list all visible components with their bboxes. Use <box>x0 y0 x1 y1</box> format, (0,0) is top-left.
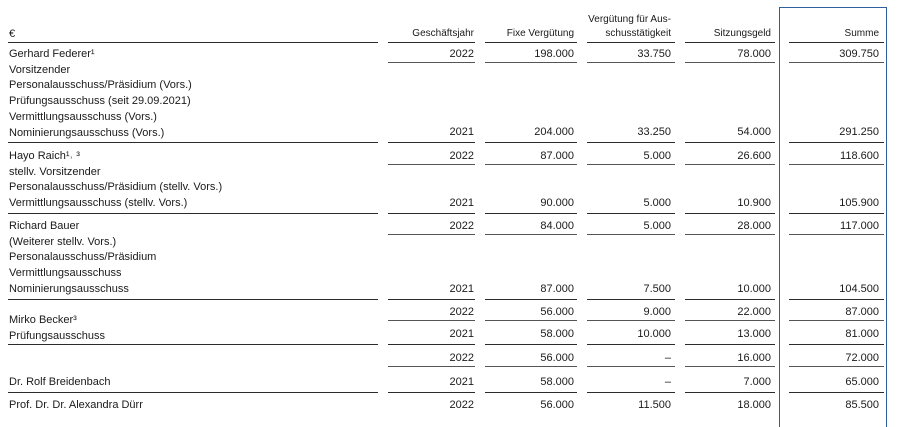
year-cell: 2021 <box>449 376 474 388</box>
rule-line <box>587 142 675 143</box>
header-year: Geschäftsjahr <box>412 28 474 39</box>
year-cell: 2021 <box>449 197 474 209</box>
fixed-cell: 198.000 <box>534 48 574 60</box>
session-cell: 18.000 <box>737 399 771 411</box>
rule-line <box>789 234 884 235</box>
session-cell: 26.600 <box>737 150 771 162</box>
rule-line <box>8 392 378 393</box>
year-cell: 2022 <box>449 220 474 232</box>
rule-line <box>8 42 378 43</box>
rule-line <box>485 142 577 143</box>
rule-line <box>685 344 775 345</box>
fixed-cell: 87.000 <box>540 150 574 162</box>
session-cell: 10.000 <box>737 283 771 295</box>
rule-line <box>587 42 675 43</box>
rule-line <box>789 164 884 165</box>
rule-line <box>485 42 577 43</box>
year-cell: 2022 <box>449 352 474 364</box>
rule-line <box>388 366 475 367</box>
rule-line <box>388 164 475 165</box>
rule-line <box>789 366 884 367</box>
member-role: Vermittlungsausschuss (Vors.) <box>9 110 157 123</box>
rule-line <box>587 164 675 165</box>
member-role: Prüfungsausschuss (seit 29.09.2021) <box>9 95 191 108</box>
session-cell: 13.000 <box>737 328 771 340</box>
committee-cell: – <box>664 376 671 388</box>
header-fixed: Fixe Vergütung <box>506 28 574 39</box>
rule-line <box>789 62 884 63</box>
rule-line <box>587 320 675 321</box>
rule-line <box>388 299 475 300</box>
header-total: Summe <box>844 28 879 39</box>
committee-cell: 7.500 <box>643 283 671 295</box>
committee-cell: 33.250 <box>637 126 671 138</box>
year-cell: 2022 <box>449 399 474 411</box>
rule-line <box>485 366 577 367</box>
rule-line <box>685 62 775 63</box>
fixed-cell: 56.000 <box>540 352 574 364</box>
year-cell: 2021 <box>449 126 474 138</box>
rule-line <box>485 164 577 165</box>
session-cell: 78.000 <box>737 48 771 60</box>
rule-line <box>685 164 775 165</box>
rule-line <box>789 320 884 321</box>
rule-line <box>789 142 884 143</box>
total-cell: 104.500 <box>839 283 879 295</box>
rule-line <box>685 366 775 367</box>
rule-line <box>388 62 475 63</box>
currency-label: € <box>9 28 16 40</box>
member-name: Dr. Rolf Breidenbach <box>9 376 111 388</box>
rule-line <box>485 62 577 63</box>
year-cell: 2021 <box>449 283 474 295</box>
rule-line <box>685 320 775 321</box>
fixed-cell: 58.000 <box>540 328 574 340</box>
rule-line <box>388 42 475 43</box>
rule-line <box>685 234 775 235</box>
rule-line <box>789 42 884 43</box>
member-role: Prüfungsausschuss <box>9 329 105 342</box>
rule-line <box>388 344 475 345</box>
rule-line <box>8 344 378 345</box>
committee-cell: – <box>664 352 671 364</box>
committee-cell: 9.000 <box>643 306 671 318</box>
rule-line <box>587 213 675 214</box>
fixed-cell: 204.000 <box>534 126 574 138</box>
rule-line <box>587 392 675 393</box>
committee-cell: 33.750 <box>637 48 671 60</box>
rule-line <box>685 213 775 214</box>
session-cell: 7.000 <box>743 376 771 388</box>
header-committee-line2: schusstätigkeit <box>605 28 671 39</box>
total-cell: 309.750 <box>839 48 879 60</box>
rule-line <box>388 234 475 235</box>
fixed-cell: 56.000 <box>540 306 574 318</box>
member-role: Personalausschuss/Präsidium (stellv. Vors.) <box>9 181 223 194</box>
committee-cell: 5.000 <box>643 150 671 162</box>
rule-line <box>8 213 378 214</box>
rule-line <box>685 142 775 143</box>
member-role: Vorsitzender <box>9 63 71 76</box>
rule-line <box>789 299 884 300</box>
session-cell: 10.900 <box>737 197 771 209</box>
member-role: (Weiterer stellv. Vors.) <box>9 235 117 248</box>
member-role: stellv. Vorsitzender <box>9 165 101 178</box>
total-cell: 81.000 <box>845 328 879 340</box>
member-role: Nominierungsausschuss <box>9 282 129 295</box>
year-cell: 2022 <box>449 150 474 162</box>
total-cell: 117.000 <box>840 220 879 232</box>
member-name: Gerhard Federer¹ <box>9 48 95 60</box>
rule-line <box>485 299 577 300</box>
total-cell: 118.600 <box>840 150 879 162</box>
total-cell: 105.900 <box>839 197 879 209</box>
member-name: Prof. Dr. Dr. Alexandra Dürr <box>9 399 143 411</box>
rule-line <box>388 142 475 143</box>
fixed-cell: 58.000 <box>540 376 574 388</box>
rule-line <box>587 234 675 235</box>
total-cell: 291.250 <box>839 126 879 138</box>
member-name: Mirko Becker³ <box>9 314 77 326</box>
fixed-cell: 87.000 <box>540 283 574 295</box>
fixed-cell: 84.000 <box>540 220 574 232</box>
rule-line <box>388 392 475 393</box>
rule-line <box>685 392 775 393</box>
rule-line <box>587 344 675 345</box>
year-cell: 2022 <box>449 48 474 60</box>
header-session: Sitzungsgeld <box>713 28 771 39</box>
session-cell: 28.000 <box>737 220 771 232</box>
member-name: Hayo Raich¹˒ ³ <box>9 150 80 162</box>
year-cell: 2022 <box>449 306 474 318</box>
rule-line <box>485 392 577 393</box>
rule-line <box>789 344 884 345</box>
session-cell: 22.000 <box>737 306 771 318</box>
committee-cell: 5.000 <box>643 197 671 209</box>
member-role: Vermittlungsausschuss <box>9 267 122 280</box>
member-role: Nominierungsausschuss (Vors.) <box>9 126 165 139</box>
session-cell: 54.000 <box>737 126 771 138</box>
committee-cell: 11.500 <box>638 399 671 411</box>
total-cell: 85.500 <box>845 399 879 411</box>
total-cell: 65.000 <box>845 376 879 388</box>
rule-line <box>8 142 378 143</box>
rule-line <box>587 366 675 367</box>
rule-line <box>485 213 577 214</box>
session-cell: 16.000 <box>737 352 771 364</box>
member-name: Richard Bauer <box>9 220 80 232</box>
rule-line <box>8 299 378 300</box>
rule-line <box>587 62 675 63</box>
rule-line <box>388 320 475 321</box>
rule-line <box>685 42 775 43</box>
member-role: Personalausschuss/Präsidium (Vors.) <box>9 79 192 92</box>
member-role: Vermittlungsausschuss (stellv. Vors.) <box>9 197 188 210</box>
rule-line <box>789 213 884 214</box>
rule-line <box>485 344 577 345</box>
total-cell: 87.000 <box>845 306 879 318</box>
rule-line <box>485 234 577 235</box>
rule-line <box>789 392 884 393</box>
total-cell: 72.000 <box>845 352 879 364</box>
header-committee-line1: Vergütung für Aus- <box>588 14 671 25</box>
rule-line <box>587 299 675 300</box>
rule-line <box>685 299 775 300</box>
rule-line <box>388 213 475 214</box>
fixed-cell: 90.000 <box>540 197 574 209</box>
rule-line <box>485 320 577 321</box>
member-role: Personalausschuss/Präsidium <box>9 251 157 264</box>
committee-cell: 5.000 <box>643 220 671 232</box>
year-cell: 2021 <box>449 328 474 340</box>
fixed-cell: 56.000 <box>540 399 574 411</box>
committee-cell: 10.000 <box>637 328 671 340</box>
